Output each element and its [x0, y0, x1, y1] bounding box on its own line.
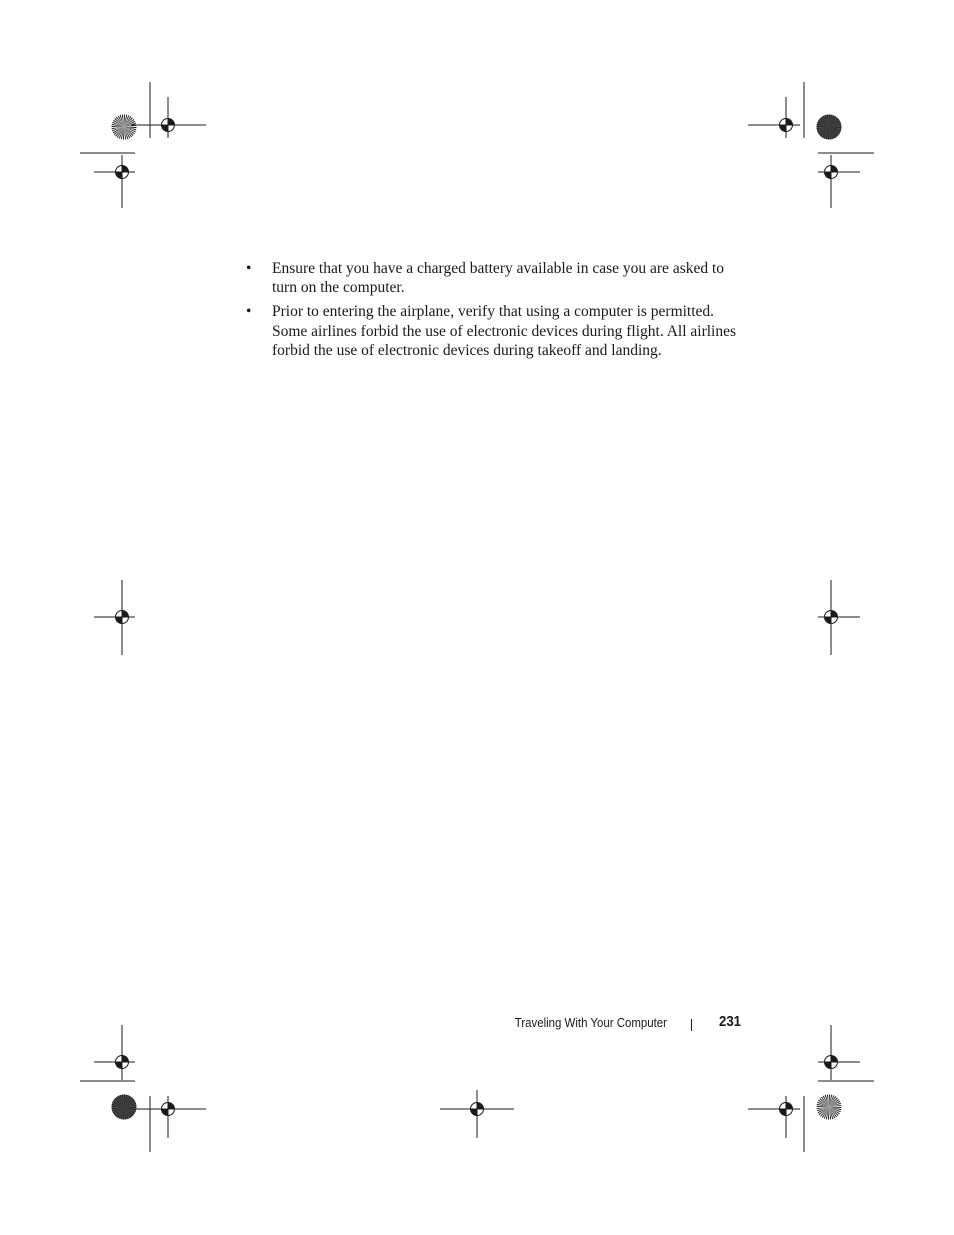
- bullet-marker: •: [246, 303, 252, 321]
- registration-mark-icon: [116, 611, 129, 624]
- registration-mark-icon: [116, 166, 129, 179]
- registration-mark-icon: [471, 1103, 484, 1116]
- registration-mark-icon: [780, 1103, 793, 1116]
- star-target-icon: [817, 1095, 842, 1120]
- star-target-icon: [112, 1095, 137, 1120]
- bullet-list: [244, 259, 744, 365]
- registration-mark-icon: [162, 1103, 175, 1116]
- bullet-text: Ensure that you have a charged battery available in case you are asked to turn on the computer.: [272, 260, 725, 297]
- list-item: [244, 302, 744, 360]
- bullet-marker: •: [246, 260, 252, 277]
- registration-mark-icon: [825, 166, 838, 179]
- list-item: [244, 259, 744, 297]
- registration-mark-icon: [825, 611, 838, 624]
- page-number: 231: [719, 1013, 742, 1030]
- registration-mark-icon: [825, 1056, 838, 1069]
- registration-mark-icon: [116, 1056, 129, 1069]
- registration-mark-icon: [162, 119, 175, 132]
- star-target-icon: [817, 115, 842, 140]
- footer-divider: [691, 1019, 692, 1031]
- bullet-text: Prior to entering the airplane, verify that using a computer is permitted. Some airlines forbid the use of electronic devices during flight. All airlines forbid the use of electronic devices during takeoff and landing.: [272, 303, 737, 359]
- registration-mark-icon: [780, 119, 793, 132]
- footer-section-title: Traveling With Your Computer: [514, 1015, 667, 1030]
- star-target-icon: [112, 115, 137, 140]
